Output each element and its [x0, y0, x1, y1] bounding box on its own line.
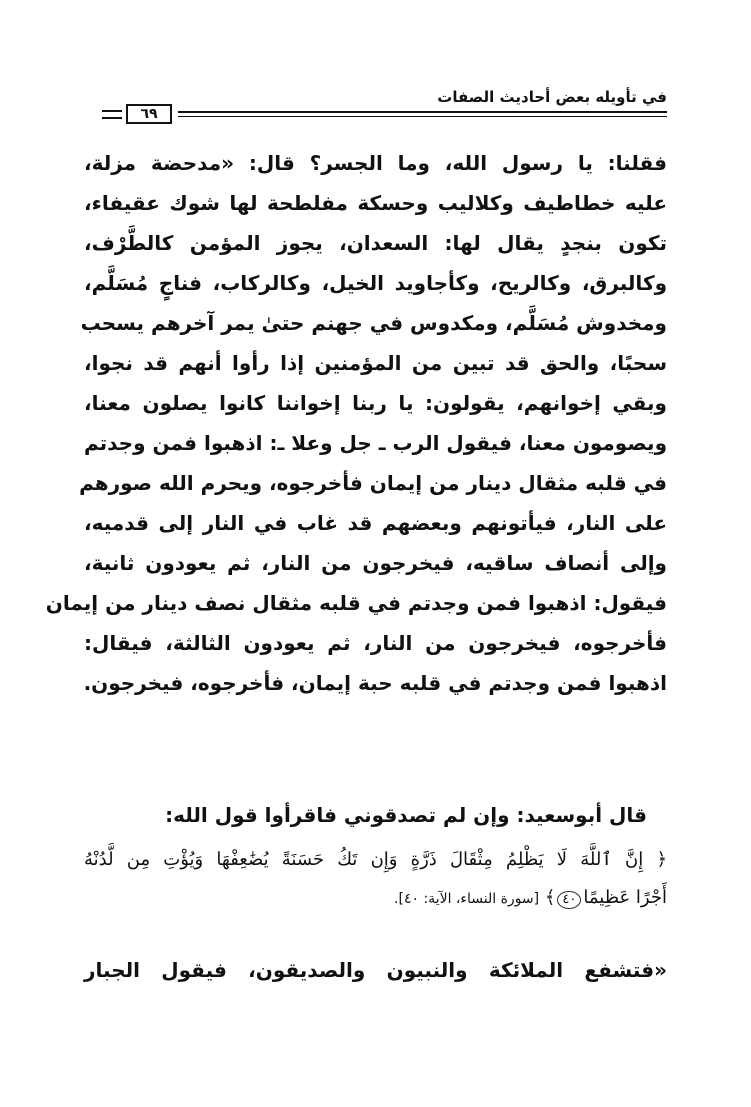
verse-line: ﴿ إِنَّ ٱللَّهَ لَا يَظْلِمُ مِثْقَالَ ذَرَّةٍ وَإِن تَكُ حَسَنَةً يُضَٰعِفْهَا وَيُؤْتِ مِن لَّدُنْهُ	[84, 849, 667, 870]
text-line: سحبًا، والحق قد تبين من المؤمنين إذا رأوا أنهم قد نجوا،	[84, 351, 667, 375]
verse-close-bracket: ﴾	[544, 887, 556, 908]
surah-reference: [سورة النساء، الآية: ٤٠].	[394, 891, 540, 907]
text-line: على النار، فيأتونهم وبعضهم قد غاب في النار إلى قدميه،	[84, 511, 667, 535]
page-number: ٦٩	[126, 104, 172, 124]
header-rule	[178, 111, 667, 113]
text-line: فأخرجوه، فيخرجون من النار، ثم يعودون الثالثة، فيقال:	[84, 631, 667, 655]
running-title: في تأويله بعض أحاديث الصفات	[437, 88, 667, 106]
text-line: ومخدوش مُسَلَّم، ومكدوس في جهنم حتىٰ يمر آخرهم يسحب	[80, 311, 667, 335]
header-rule-thin	[178, 116, 667, 117]
text-line: «فتشفع الملائكة والنبيون والصديقون، فيقول الجبار	[84, 958, 667, 982]
text-line: فقلنا: يا رسول الله، وما الجسر؟ قال: «مدحضة مزلة،	[84, 151, 667, 175]
text-line: فيقول: اذهبوا فمن وجدتم في قلبه مثقال نصف دينار من إيمان	[45, 591, 667, 615]
folio-dash	[102, 117, 122, 119]
text-line: وإلى أنصاف ساقيه، فيخرجون من النار، ثم يعودون ثانية،	[84, 551, 667, 575]
continuation-paragraph	[84, 950, 667, 990]
folio-dash	[102, 110, 122, 112]
verse-text: أَجْرًا عَظِيمًا	[583, 887, 667, 908]
text-line: وكالبرق، وكالريح، وكأجاويد الخيل، وكالركاب، فناجٍ مُسَلَّم،	[84, 271, 667, 295]
ayah-number-mark: ٤٠	[557, 891, 581, 909]
quote-intro: قال أبوسعيد: وإن لم تصدقوني فاقرأوا قول الله:	[165, 803, 647, 827]
text-line: وبقي إخوانهم، يقولون: يا ربنا إخواننا كانوا يصلون معنا،	[84, 391, 667, 415]
text-line: في قلبه مثقال دينار من إيمان فأخرجوه، ويحرم الله صورهم	[79, 471, 667, 495]
verse-line-end	[84, 880, 667, 917]
text-line: ويصومون معنا، فيقول الرب ـ جل وعلا ـ: اذهبوا فمن وجدتم	[83, 431, 667, 455]
main-paragraph	[45, 143, 667, 783]
text-line: عليه خطاطيف وكلاليب وحسكة مفلطحة لها شوك عقيفاء،	[84, 191, 667, 215]
quran-verse	[84, 842, 667, 922]
text-line: تكون بنجدٍ يقال لها: السعدان، يجوز المؤمن كالطَّرْف،	[84, 231, 667, 255]
text-line: اذهبوا فمن وجدتم في قلبه حبة إيمان، فأخرجوه، فيخرجون.	[83, 671, 667, 695]
